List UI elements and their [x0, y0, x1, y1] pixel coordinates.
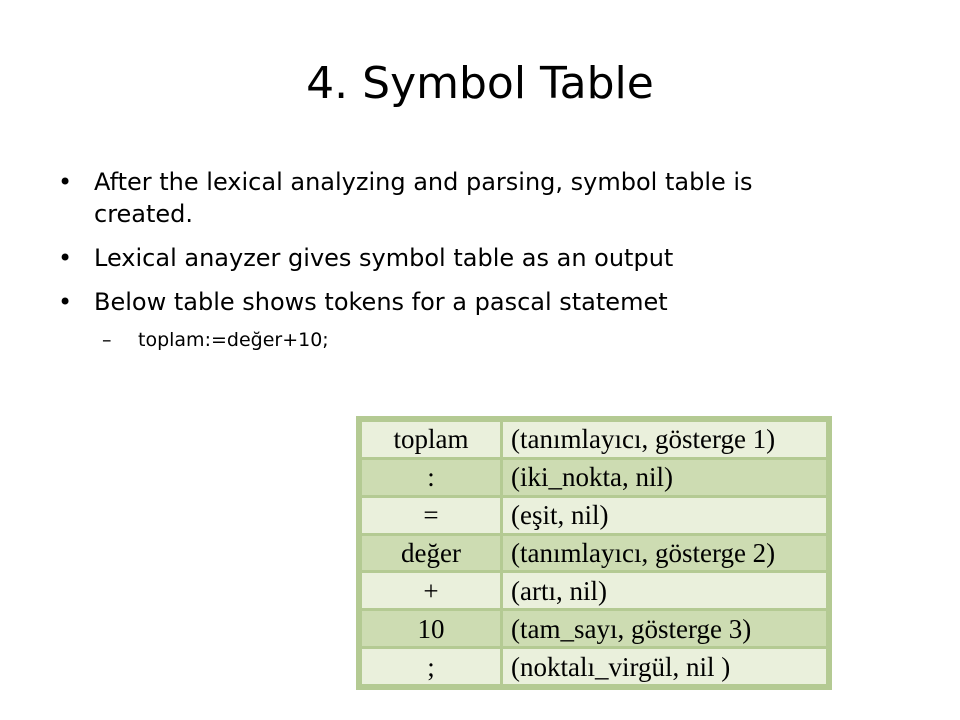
bullet-marker: • — [58, 288, 73, 316]
description-cell: (eşit, nil) — [503, 498, 826, 533]
bullet-marker: • — [58, 244, 73, 272]
description-cell: (iki_nokta, nil) — [503, 460, 826, 495]
sub-bullet-marker: – — [102, 329, 112, 351]
table-row — [362, 498, 826, 533]
table-row — [362, 611, 826, 646]
slide-title: 4. Symbol Table — [306, 58, 654, 109]
bullet-text: After the lexical analyzing and parsing, symbol table is created. — [94, 168, 753, 228]
bullet-item — [58, 242, 838, 274]
token-cell: ; — [362, 649, 500, 684]
description-cell: (artı, nil) — [503, 573, 826, 608]
bullet-list — [58, 166, 838, 354]
bullet-item — [58, 166, 838, 230]
table-row — [362, 536, 826, 571]
token-cell: değer — [362, 536, 500, 571]
description-cell: (noktalı_virgül, nil ) — [503, 649, 826, 684]
bullet-text: Lexical anayzer gives symbol table as an output — [94, 244, 674, 272]
token-cell: = — [362, 498, 500, 533]
token-table — [359, 419, 829, 687]
bullet-text: Below table shows tokens for a pascal statemet — [94, 288, 668, 316]
table-row — [362, 649, 826, 684]
table-row — [362, 573, 826, 608]
token-cell: + — [362, 573, 500, 608]
bullet-item — [58, 286, 838, 318]
description-cell: (tam_sayı, gösterge 3) — [503, 611, 826, 646]
sub-bullet-text: toplam:=değer+10; — [138, 329, 329, 351]
token-table-frame — [356, 416, 832, 690]
bullet-marker: • — [58, 168, 73, 196]
token-cell: 10 — [362, 611, 500, 646]
description-cell: (tanımlayıcı, gösterge 2) — [503, 536, 826, 571]
sub-bullet-item — [58, 326, 838, 354]
token-cell: : — [362, 460, 500, 495]
token-cell: toplam — [362, 422, 500, 457]
table-row — [362, 422, 826, 457]
table-row — [362, 460, 826, 495]
description-cell: (tanımlayıcı, gösterge 1) — [503, 422, 826, 457]
